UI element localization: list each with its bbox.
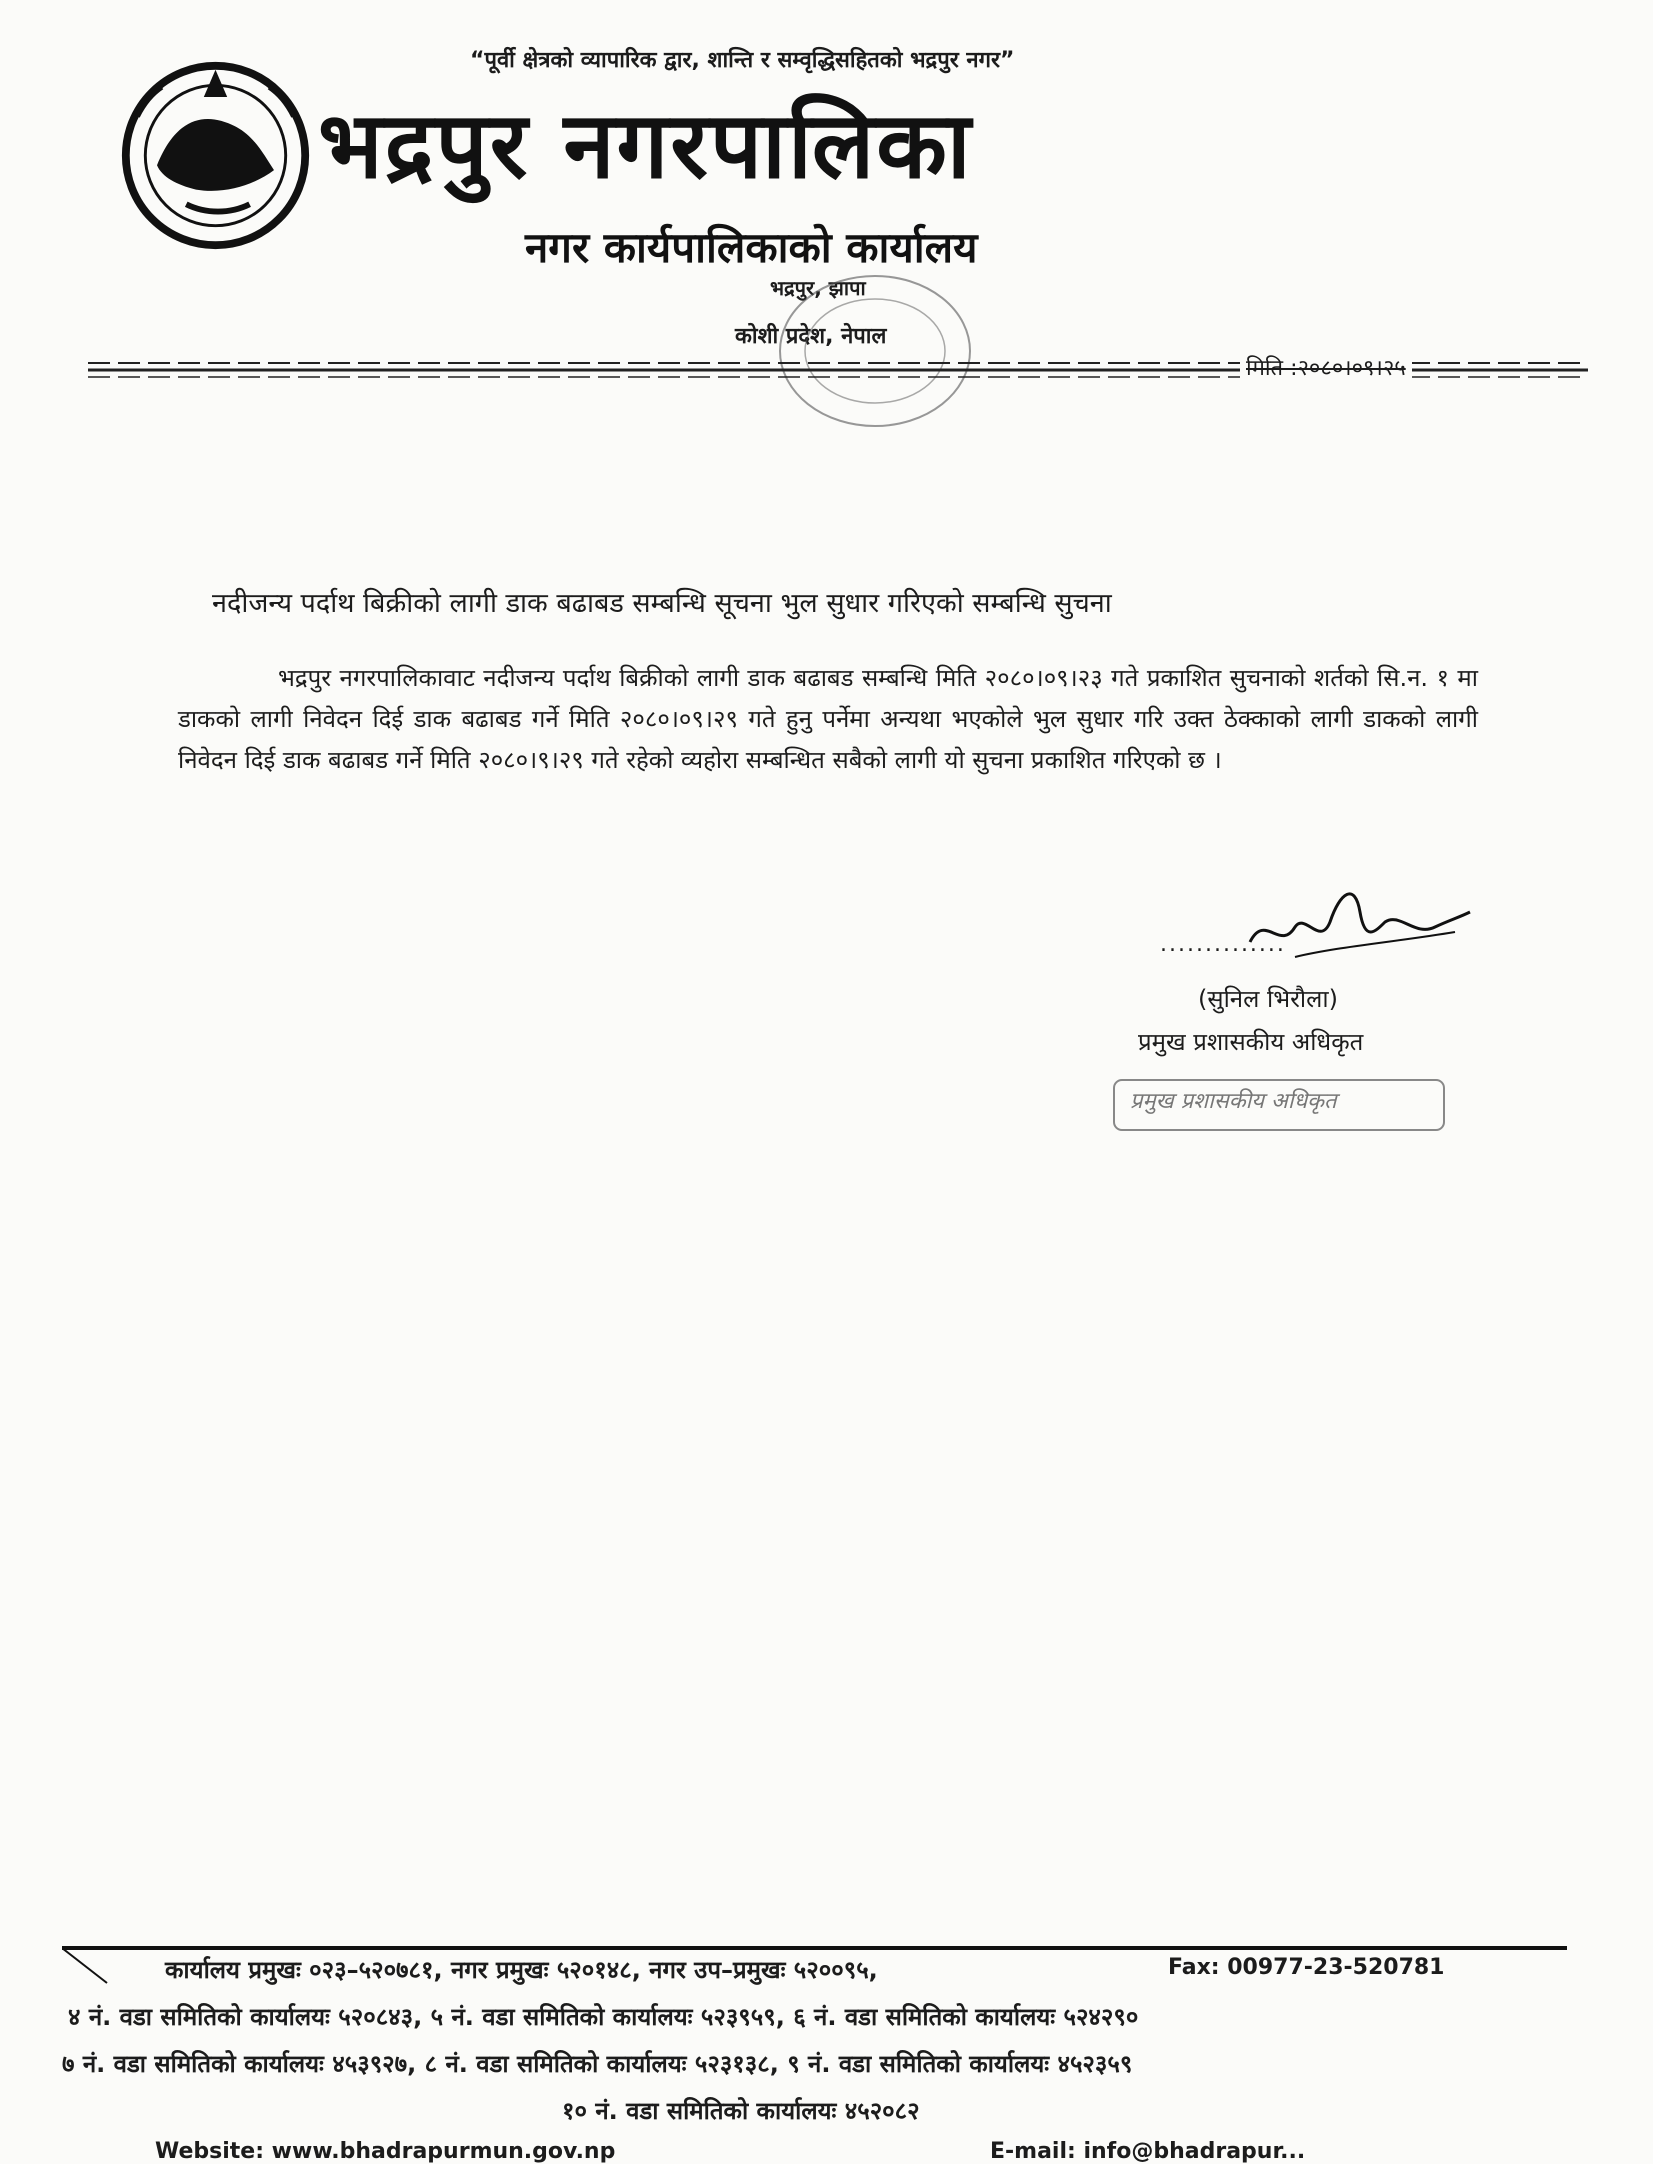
footer-website-link[interactable]: Website: www.bhadrapurmun.gov.np: [155, 2139, 616, 2164]
notice-subject: नदीजन्य पर्दाथ बिक्रीको लागी डाक बढाबड सम्बन्धि सूचना भुल सुधार गरिएको सम्बन्धि सुचना: [212, 588, 1112, 619]
designation-stamp-text: प्रमुख प्रशासकीय अधिकृत: [1130, 1089, 1337, 1114]
signatory-name: (सुनिल भिरौला): [1198, 985, 1338, 1013]
tagline: “पूर्वी क्षेत्रको व्यापारिक द्वार, शान्ति र सम्वृद्धिसहितको भद्रपुर नगर”: [470, 48, 1015, 73]
signatory-title: प्रमुख प्रशासकीय अधिकृत: [1138, 1028, 1364, 1056]
footer-ward-line-1: ४ नं. वडा समितिको कार्यालयः ५२०८४३, ५ नं. वडा समितिको कार्यालयः ५२३९५९, ६ नं. वडा समितिको कार्यालयः ५२४२९०: [68, 2003, 1139, 2031]
handwritten-signature: [1235, 872, 1475, 972]
footer-ward-line-3: १० नं. वडा समितिको कार्यालयः ४५२०८२: [562, 2097, 920, 2125]
footer-contact-line: कार्यालय प्रमुखः ०२३–५२०७८१, नगर प्रमुखः ५२०१४८, नगर उप–प्रमुखः ५२००९५,: [165, 1956, 878, 1984]
office-name: नगर कार्यपालिकाको कार्यालय: [525, 223, 978, 272]
office-stamp: [735, 256, 995, 436]
footer-fax: Fax: 00977-23-520781: [1168, 1955, 1445, 1980]
organization-name: भद्रपुर नगरपालिका: [318, 92, 973, 199]
footer-ward-line-2: ७ नं. वडा समितिको कार्यालयः ४५३९२७, ८ नं. वडा समितिको कार्यालयः ५२३१३८, ९ नं. वडा समितिको कार्यालयः ४५२३५९: [62, 2050, 1133, 2078]
nepal-emblem-logo: [118, 58, 313, 253]
address-line-1: भद्रपुर, झापा: [770, 276, 866, 300]
address-line-2: कोशी प्रदेश, नेपाल: [735, 324, 887, 349]
signature-dots: ..............: [1160, 932, 1286, 957]
footer-email-link[interactable]: E-mail: info@bhadrapur...: [990, 2139, 1306, 2164]
notice-date: मिति :२०८०।०९।२५: [1240, 352, 1412, 382]
notice-body: भद्रपुर नगरपालिकावाट नदीजन्य पर्दाथ बिक्रीको लागी डाक बढाबड सम्बन्धि मिति २०८०।०९।२३ गते प्रकाशित सुचनाको शर्तको सि.न. १ मा डाकको लागी निवेदन दिई डाक बढाबड गर्ने मिति २०८०।०९।२९ गते हुनु पर्नेमा अन्यथा भएकोले भुल सुधार गरि उक्त ठेक्काको लागी डाकको लागी निवेदन दिई डाक बढाबड गर्ने मिति २०८०।९।२९ गते रहेको व्यहोरा सम्बन्धित सबैको लागी यो सुचना प्रकाशित गरिएको छ ।: [178, 664, 1478, 774]
